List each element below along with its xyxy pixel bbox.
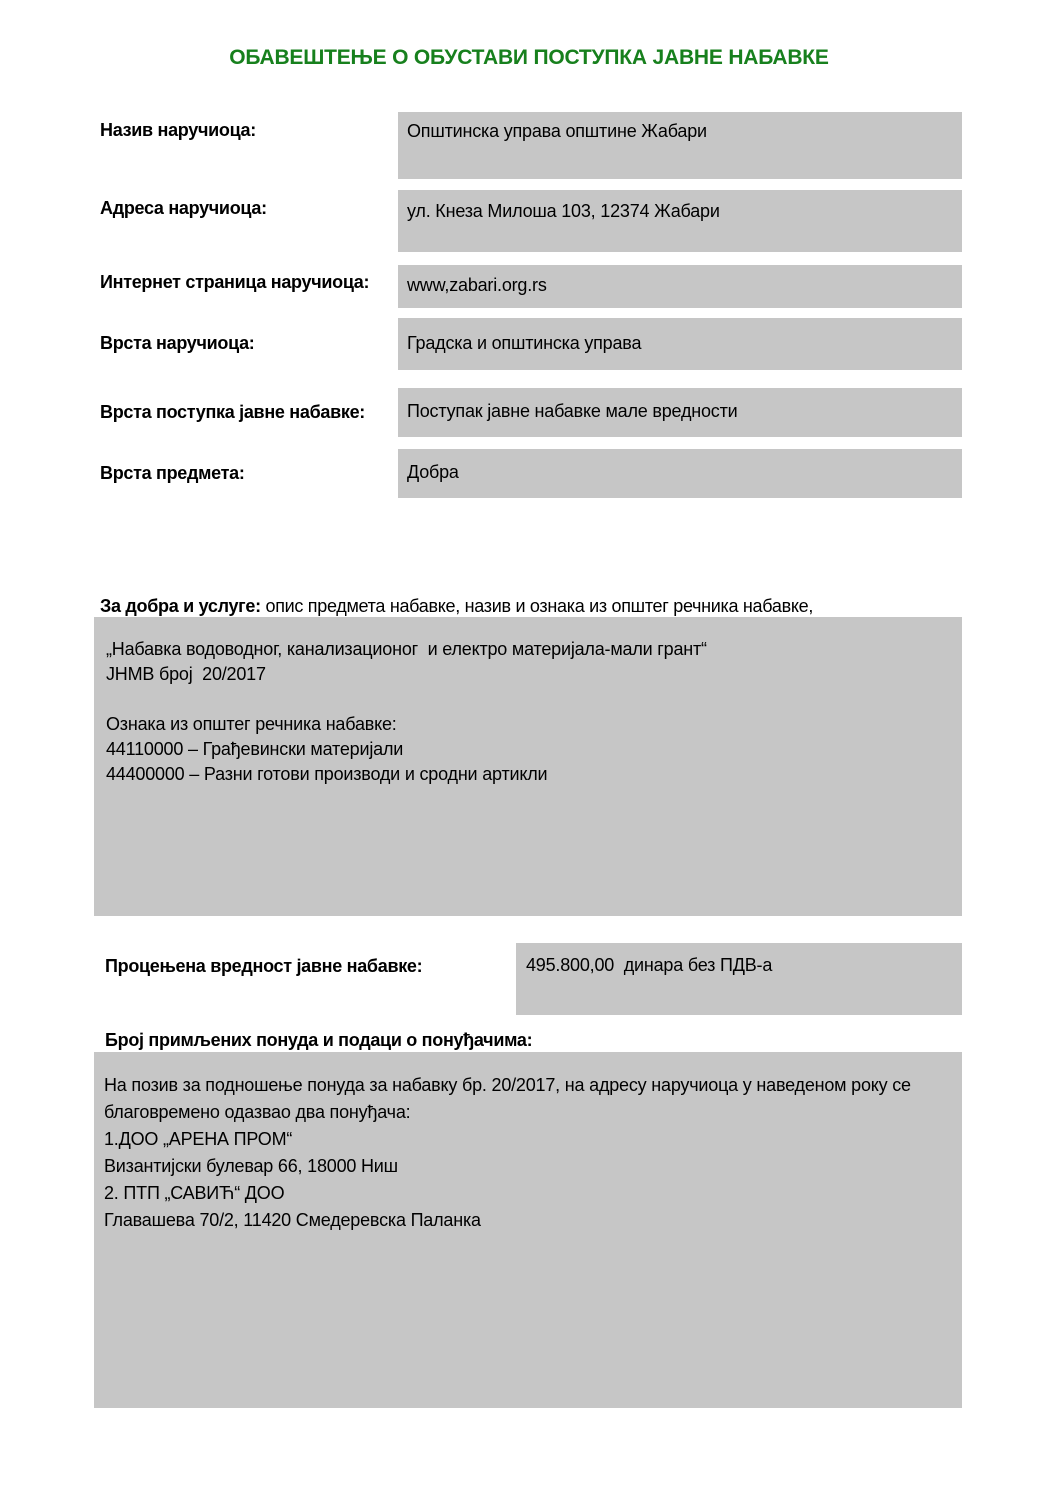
field-value-internet-stranica[interactable]: www,zabari.org.rs (398, 265, 962, 308)
field-label-naziv-narucioca: Назив наручиоца: (100, 120, 256, 140)
subject-description-box[interactable] (94, 617, 962, 916)
field-label-vrsta-predmeta: Врста предмета: (100, 463, 245, 483)
field-value-naziv-narucioca[interactable]: Општинска управа општине Жабари (398, 112, 962, 179)
offers-section-label: Број примљених понуда и подаци о понуђачима: (105, 1030, 533, 1050)
field-value-vrsta-postupka[interactable]: Поступак јавне набавке мале вредности (398, 388, 962, 437)
offer-1-address: Византијски булевар 66, 18000 Ниш (104, 1156, 398, 1176)
intro-line-goods-rest: опис предмета набавке, назив и ознака из општег речника набавке, (260, 596, 814, 616)
offer-1-company: 1.ДОО „АРЕНА ПРОМ“ (104, 1129, 293, 1149)
field-label-adresa-narucioca: Адреса наручиоца: (100, 198, 267, 218)
field-label-internet-stranica: Интернет страница наручиоца: (100, 272, 370, 292)
subject-line-cpv-44400000: 44400000 – Разни готови производи и сродни артикли (106, 764, 548, 784)
subject-line-cpv-heading: Ознака из општег речника набавке: (106, 714, 397, 734)
offers-summary-paragraph: На позив за подношење понуда за набавку бр. 20/2017, на адресу наручиоца у наведеном року се благовремено одазвао два понуђача: (104, 1075, 921, 1122)
offers-details-box[interactable] (94, 1052, 962, 1408)
field-label-procenjena-vrednost: Процењена вредност јавне набавке: (105, 956, 423, 976)
field-value-vrsta-predmeta[interactable]: Добра (398, 449, 962, 498)
subject-line-cpv-44110000: 44110000 – Грађевински материјали (106, 739, 404, 759)
intro-line-goods-lead: За добра и услуге: (100, 596, 261, 616)
subject-line-blank (106, 687, 950, 712)
field-label-vrsta-narucioca: Врста наручиоца: (100, 333, 255, 353)
offer-2-company: 2. ПТП „САВИЋ“ ДОО (104, 1183, 285, 1203)
field-value-vrsta-narucioca[interactable]: Градска и општинска управа (398, 318, 962, 370)
field-value-procenjena-vrednost[interactable]: 495.800,00 динара без ПДВ-а (516, 943, 962, 1015)
offer-2-address: Главашева 70/2, 11420 Смедеревска Паланка (104, 1210, 481, 1230)
subject-line-title: „Набавка водоводног, канализационог и електро материјала-мали грант“ (106, 639, 707, 659)
field-label-vrsta-postupka: Врста поступка јавне набавке: (100, 402, 365, 422)
field-value-adresa-narucioca[interactable]: ул. Кнеза Милоша 103, 12374 Жабари (398, 190, 962, 252)
subject-line-jnmv-number: ЈНМВ број 20/2017 (106, 664, 266, 684)
page-title: ОБАВЕШТЕЊЕ О ОБУСТАВИ ПОСТУПКА ЈАВНЕ НАБАВКЕ (229, 46, 829, 69)
